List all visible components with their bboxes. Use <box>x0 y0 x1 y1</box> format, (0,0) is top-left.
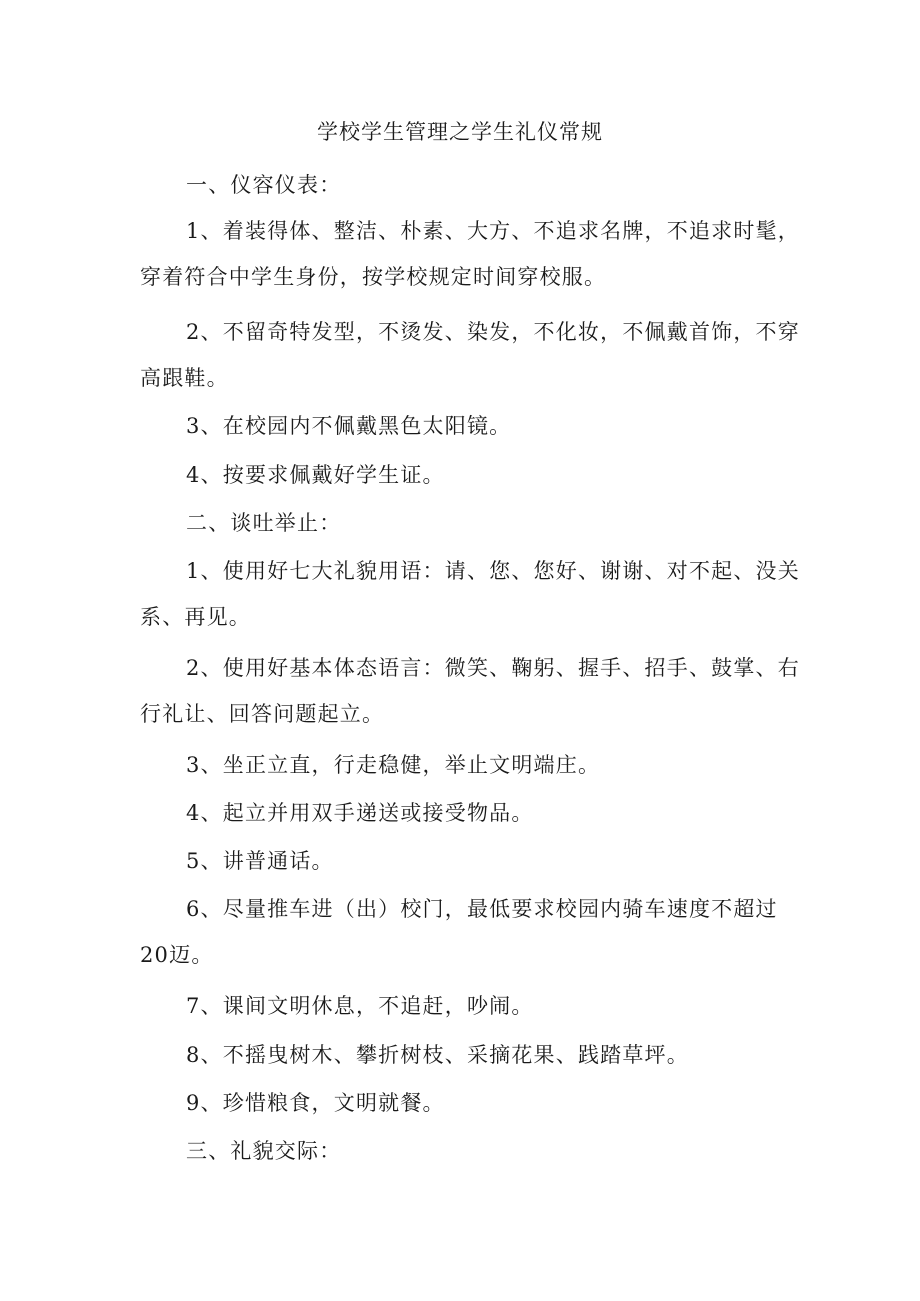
paragraph-manners-6: 6、尽量推车进（出）校门，最低要求校园内骑车速度不超过20迈。 <box>140 897 778 967</box>
section-heading-appearance: 一、仪容仪表： <box>186 173 342 197</box>
paragraph-manners-9: 9、珍惜粮食，文明就餐。 <box>186 1091 445 1115</box>
paragraph-manners-2: 2、使用好基本体态语言：微笑、鞠躬、握手、招手、鼓掌、右行礼让、回答问题起立。 <box>140 656 800 726</box>
paragraph-manners-8: 8、不摇曳树木、攀折树枝、采摘花果、践踏草坪。 <box>186 1043 689 1067</box>
paragraph-appearance-4: 4、按要求佩戴好学生证。 <box>186 463 445 487</box>
paragraph-manners-3: 3、坐正立直，行走稳健，举止文明端庄。 <box>186 753 601 777</box>
paragraph-manners-1: 1、使用好七大礼貌用语：请、您、您好、谢谢、对不起、没关系、再见。 <box>140 559 800 629</box>
section-heading-manners: 二、谈吐举止： <box>186 511 342 535</box>
paragraph-manners-5: 5、讲普通话。 <box>186 849 334 873</box>
document-title: 学校学生管理之学生礼仪常规 <box>317 120 603 144</box>
paragraph-appearance-1: 1、着装得体、整洁、朴素、大方、不追求名牌，不追求时髦，穿着符合中学生身份，按学校规定时间穿校服。 <box>140 219 800 289</box>
section-heading-etiquette: 三、礼貌交际： <box>186 1139 342 1163</box>
paragraph-manners-4: 4、起立并用双手递送或接受物品。 <box>186 801 534 825</box>
paragraph-manners-7: 7、课间文明休息，不追赶，吵闹。 <box>186 994 534 1018</box>
paragraph-appearance-2: 2、不留奇特发型，不烫发、染发，不化妆，不佩戴首饰，不穿高跟鞋。 <box>140 320 800 390</box>
paragraph-appearance-3: 3、在校园内不佩戴黑色太阳镜。 <box>186 414 512 438</box>
